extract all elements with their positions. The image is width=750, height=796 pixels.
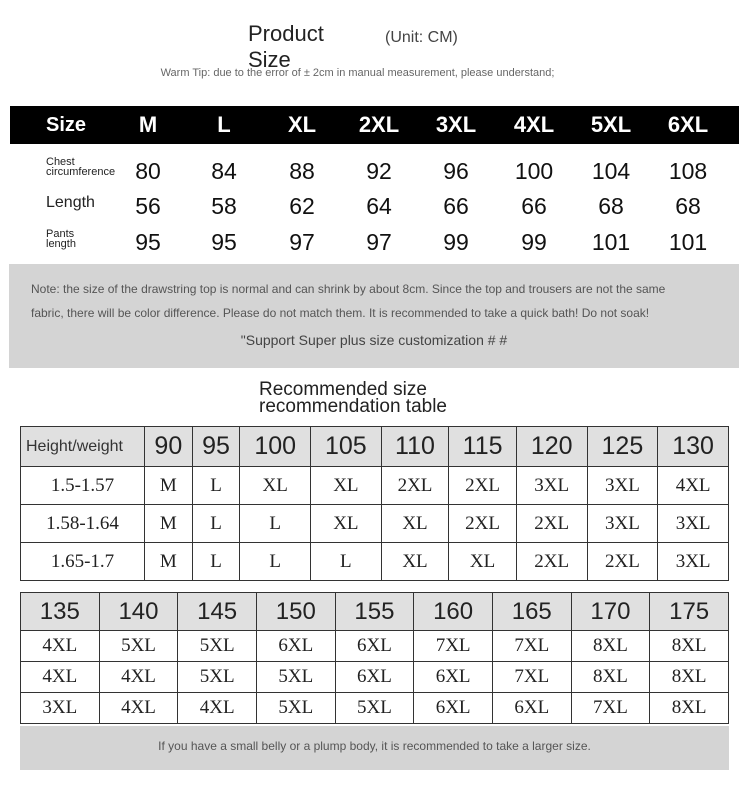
size-value: 80 [135, 158, 161, 184]
size-value: 99 [521, 229, 547, 255]
customization-note: "Support Super plus size customization # # [240, 332, 508, 348]
weight-header: 120 [516, 427, 587, 467]
size-cell: 5XL [178, 631, 257, 662]
size-cell: 7XL [492, 631, 571, 662]
size-value: 64 [366, 193, 392, 219]
size-col-header: M [138, 112, 158, 137]
size-cell: L [192, 505, 240, 543]
size-cell: M [145, 543, 193, 581]
weight-header: 145 [178, 593, 257, 631]
size-col-header: L [217, 112, 231, 137]
size-value: 95 [211, 229, 237, 255]
weight-header: 105 [311, 427, 382, 467]
size-value: 96 [443, 158, 469, 184]
note-line: Note: the size of the drawstring top is normal and can shrink by about 8cm. Since the top and trousers are not the same [31, 282, 666, 296]
note-box [9, 264, 739, 368]
size-cell: XL [311, 467, 382, 505]
size-cell: 6XL [256, 631, 335, 662]
size-value: 101 [668, 229, 708, 255]
size-row-length [10, 188, 739, 224]
recommend-subtitle: recommendation table [259, 396, 447, 417]
weight-header: 95 [192, 427, 240, 467]
size-cell: 4XL [21, 662, 100, 693]
page-title: Product [248, 21, 324, 46]
weight-header: 110 [381, 427, 449, 467]
size-value: 66 [443, 193, 469, 219]
size-cell: 4XL [178, 693, 257, 724]
size-cell: 5XL [99, 631, 178, 662]
size-cell: 5XL [256, 693, 335, 724]
size-cell: L [240, 543, 311, 581]
size-cell: 8XL [650, 662, 729, 693]
size-row-chest [10, 153, 739, 189]
size-cell: 7XL [571, 693, 650, 724]
size-value: 97 [289, 229, 315, 255]
footer-note: If you have a small belly or a plump body, it is recommended to take a larger size. [158, 739, 591, 753]
size-cell: 4XL [99, 693, 178, 724]
size-cell: L [240, 505, 311, 543]
corner-cell: Height/weight [21, 427, 145, 467]
size-value: 68 [675, 193, 701, 219]
size-cell: XL [240, 467, 311, 505]
size-cell: 3XL [516, 467, 587, 505]
size-cell: XL [449, 543, 517, 581]
table-row [21, 631, 729, 662]
weight-header: 155 [335, 593, 414, 631]
size-col-header: 6XL [667, 112, 709, 137]
size-value: 66 [521, 193, 547, 219]
size-value: 95 [135, 229, 161, 255]
table-row [21, 505, 729, 543]
size-cell: 8XL [571, 631, 650, 662]
size-cell: L [311, 543, 382, 581]
table-row [21, 693, 729, 724]
warm-tip: Warm Tip: due to the error of ± 2cm in manual measurement, please understand; [160, 67, 555, 79]
recommend-table-1 [20, 426, 729, 581]
unit-label: (Unit: CM) [385, 29, 458, 46]
size-col-header: XL [287, 112, 317, 137]
size-cell: 8XL [650, 631, 729, 662]
weight-header: 115 [449, 427, 517, 467]
size-cell: 3XL [21, 693, 100, 724]
size-value: 88 [289, 158, 315, 184]
size-cell: 7XL [492, 662, 571, 693]
size-cell: XL [381, 505, 449, 543]
size-cell: XL [311, 505, 382, 543]
size-table-header [10, 106, 739, 144]
weight-header: 160 [414, 593, 493, 631]
size-cell: M [145, 505, 193, 543]
size-col-header: 2XL [358, 112, 400, 137]
size-value: 56 [135, 193, 161, 219]
size-cell: 3XL [658, 505, 729, 543]
size-value: 58 [211, 193, 237, 219]
size-cell: 6XL [492, 693, 571, 724]
size-cell: 6XL [414, 662, 493, 693]
size-cell: 7XL [414, 631, 493, 662]
size-col-header: 4XL [513, 112, 555, 137]
height-cell: 1.58-1.64 [21, 505, 145, 543]
height-cell: 1.5-1.57 [21, 467, 145, 505]
size-cell: 5XL [335, 693, 414, 724]
size-header-label: Size [46, 114, 87, 136]
size-cell: M [145, 467, 193, 505]
size-value: 62 [289, 193, 315, 219]
size-cell: 2XL [587, 543, 658, 581]
row-label-pants: Pants length [46, 228, 76, 250]
table-row [21, 467, 729, 505]
size-value: 104 [591, 158, 631, 184]
size-value: 101 [591, 229, 631, 255]
note-line: fabric, there will be color difference. Please do not match them. It is recommended to take a quick bath! Do not soak! [31, 306, 650, 320]
size-cell: 2XL [449, 505, 517, 543]
row-label-chest: Chest circumference [46, 156, 116, 178]
size-value: 99 [443, 229, 469, 255]
size-cell: 6XL [335, 631, 414, 662]
size-cell: XL [381, 543, 449, 581]
table-header-row [21, 593, 729, 631]
size-cell: 3XL [587, 505, 658, 543]
size-value: 68 [598, 193, 624, 219]
weight-header: 175 [650, 593, 729, 631]
row-label-length: Length [46, 194, 95, 211]
recommend-table-2 [20, 592, 729, 724]
size-cell: 4XL [21, 631, 100, 662]
size-cell: 3XL [587, 467, 658, 505]
size-cell: 3XL [658, 543, 729, 581]
size-cell: 8XL [571, 662, 650, 693]
table-header-row [21, 427, 729, 467]
size-value: 92 [366, 158, 392, 184]
weight-header: 150 [256, 593, 335, 631]
size-row-pants [10, 224, 739, 260]
weight-header: 130 [658, 427, 729, 467]
size-cell: 4XL [99, 662, 178, 693]
weight-header: 140 [99, 593, 178, 631]
weight-header: 125 [587, 427, 658, 467]
table-row [21, 662, 729, 693]
table-row [21, 543, 729, 581]
weight-header: 165 [492, 593, 571, 631]
size-col-header: 5XL [590, 112, 632, 137]
size-cell: L [192, 543, 240, 581]
size-value: 97 [366, 229, 392, 255]
weight-header: 135 [21, 593, 100, 631]
weight-header: 90 [145, 427, 193, 467]
size-col-header: 3XL [435, 112, 477, 137]
weight-header: 170 [571, 593, 650, 631]
weight-header: 100 [240, 427, 311, 467]
size-cell: 2XL [516, 505, 587, 543]
size-value: 108 [668, 158, 708, 184]
size-cell: 2XL [449, 467, 517, 505]
size-cell: 6XL [414, 693, 493, 724]
footer-box [20, 726, 729, 770]
recommend-title: Recommended size [259, 379, 427, 400]
size-cell: 8XL [650, 693, 729, 724]
size-cell: 4XL [658, 467, 729, 505]
size-cell: 5XL [178, 662, 257, 693]
size-cell: 5XL [256, 662, 335, 693]
height-cell: 1.65-1.7 [21, 543, 145, 581]
size-cell: 6XL [335, 662, 414, 693]
size-cell: L [192, 467, 240, 505]
page-title-line2: Size [248, 47, 291, 72]
size-value: 100 [514, 158, 554, 184]
size-cell: 2XL [381, 467, 449, 505]
size-cell: 2XL [516, 543, 587, 581]
size-value: 84 [211, 158, 237, 184]
